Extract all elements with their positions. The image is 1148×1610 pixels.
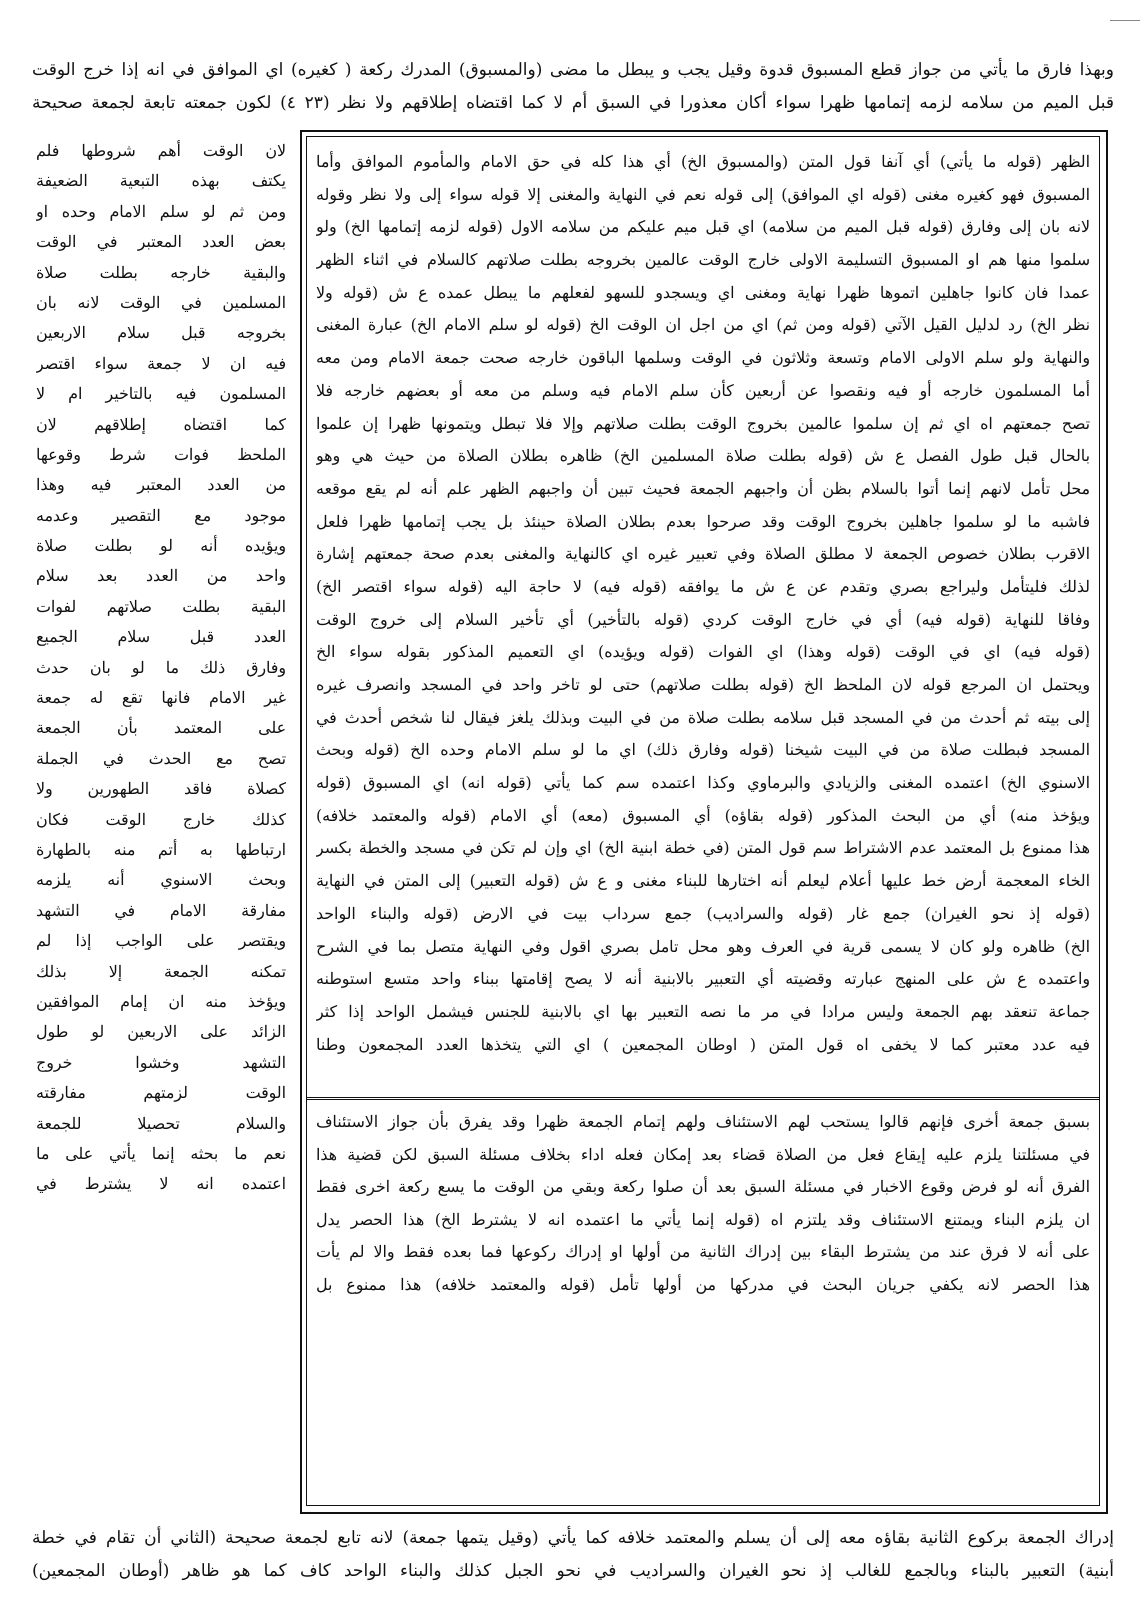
margin-line: بخروجه قبل سلام الاربعين — [36, 323, 286, 343]
margin-line: ويؤخذ منه ان إمام الموافقين — [36, 991, 286, 1011]
commentary-line: ان يلزم البناء ويمتنع الاستئناف وقد يلتزم اه (قوله إنما يأتي ما اعتمده انه لا يشترط الخ) هذا الحصر يدل — [316, 1209, 1090, 1229]
commentary-line: لانه بان إلى وفارق (قوله قبل الميم من سلامه) اي قبل ميم عليكم من سلامه الاول (قوله لزمه إتمامها الخ) ولو — [316, 217, 1090, 237]
margin-line: كما اقتضاه إطلاقهم لان — [36, 414, 286, 434]
commentary-line: (قوله فيه) اي في الوقت (قوله وهذا) اي الفوات (قوله ويؤيده) اي التعميم المذكور بقوله سواء الخ — [316, 642, 1090, 662]
commentary-line: في مسئلتنا يلزم عليه إيقاع فعل من الصلاة قضاء بعد إمكان فعله اداء بخلاف مسئلة السبق لكن قضية هذا — [316, 1144, 1090, 1164]
margin-line: وفارق ذلك ما لو بان حدث — [36, 657, 286, 677]
margin-line: والسلام تحصيلا للجمعة — [36, 1113, 286, 1133]
margin-line: الزائد على الاربعين لو طول — [36, 1022, 286, 1042]
margin-line: فيه ان لا جمعة سواء اقتصر — [36, 353, 286, 373]
commentary-line: إلى بيته ثم أحدث من في المسجد قبل سلامه بطلت صلاة من في البيت وبذلك يلغز فيقال لنا شخص أحدث في — [316, 707, 1090, 727]
commentary-divider — [306, 1097, 1100, 1100]
margin-line: البقية بطلت صلاتهم لفوات — [36, 596, 286, 616]
commentary-line: فاشبه ما لو سلموا جاهلين بخروج الوقت وقد صرحوا بعدم بطلان الصلاة حينئذ بل يجب إتمامها ظهرا فلعل — [316, 511, 1090, 531]
commentary-line: نظر الخ) رد لدليل القيل الآتي (قوله ومن ثم) اي من اجل ان الوقت الخ (قوله لو سلم الامام الخ) عبارة المغنى — [316, 315, 1090, 335]
margin-line: وبحث الاسنوي أنه يلزمه — [36, 870, 286, 890]
margin-line: تمكنه الجمعة إلا بذلك — [36, 961, 286, 981]
margin-line: ارتباطها به أتم منه بالطهارة — [36, 839, 286, 859]
margin-line: ويؤيده أنه لو بطلت صلاة — [36, 536, 286, 556]
commentary-line: وفاقا للنهاية (قوله فيه) أي في خارج الوقت كردي (قوله بالتأخير) أي تأخير السلام إلى خروج الوقت — [316, 609, 1090, 629]
margin-line: بعض العدد المعتبر في الوقت — [36, 232, 286, 252]
commentary-line: تصح جمعتهم اه اي ثم إن سلموا عالمين بخروج الوقت بطلت صلاتهم وإلا فلا تبطل ويتمونها ظهرا إن علموا — [316, 413, 1090, 433]
commentary-line: سلموا منها هم او المسبوق التسليمة الاولى خارج الوقت عالمين بخروجه بطلت صلاتهم كالسلام في اثناء الظهر — [316, 250, 1090, 270]
text-line: قبل الميم من سلامه لزمه إتمامها ظهرا سواء أكان معذورا في السبق أم لا كما اقتضاه إطلاقهم ولا نظر (٢٣ ٤) لكون جمعته تابعة لجمعة صحيحة — [32, 93, 1114, 113]
margin-line: ويقتصر على الواجب إذا لم — [36, 931, 286, 951]
text-line: إدراك الجمعة بركوع الثانية بقاؤه معه إلى أن يسلم والمعتمد خلافه كما يأتي (وقيل يتمها جمعة) لانه تابع لجمعة صحيحة (الثاني أن تقام في خطة — [32, 1528, 1114, 1548]
margin-line: تصح مع الحدث في الجملة — [36, 748, 286, 768]
main-text-margin-column — [36, 136, 286, 1200]
margin-line: والبقية خارجه بطلت صلاة — [36, 262, 286, 282]
commentary-line: الظهر (قوله ما يأتي) أي آنفا قول المتن (والمسبوق الخ) أي هذا كله في حق الامام والمأموم الموافق وأما — [316, 152, 1090, 171]
commentary-line: بسبق جمعة أخرى فإنهم قالوا يستحب لهم الاستئناف ولهم إتمام الجمعة ظهرا وقد يفرق بأن جواز الاستئناف — [316, 1112, 1090, 1131]
margin-line: ومن ثم لو سلم الامام وحده او — [36, 201, 286, 221]
margin-line: واحد من العدد بعد سلام — [36, 566, 286, 586]
margin-line: من العدد المعتبر فيه وهذا — [36, 475, 286, 495]
commentary-line: والنهاية ولو سلم الاولى الامام وتسعة وثلاثون في الوقت وسلمها الباقون خارجه صحت جمعة الامام ومن معه — [316, 348, 1090, 368]
commentary-line: الاسنوي الخ) اعتمده المغنى والزيادي والبرماوي وكذا اعتمده سم كما يأتي (قوله انه) اي المسبوق (قوله — [316, 773, 1090, 793]
commentary-line: واعتمده ع ش على المنهج عبارته وقضيته أي التعبير بالابنية أنه لا يصح إقامتها ببناء واحد متسع استوطنه — [316, 969, 1090, 989]
margin-line: على المعتمد بأن الجمعة — [36, 718, 286, 738]
margin-line: موجود مع التقصير وعدمه — [36, 505, 286, 525]
margin-line: الملحظ فوات شرط وقوعها — [36, 444, 286, 464]
text-line: وبهذا فارق ما يأتي من جواز قطع المسبوق قدوة وقيل يجب و يبطل ما مضى (والمسبوق) المدرك ركعة ( كغيره) اي الموافق في انه إذا خرج الوقت — [32, 60, 1114, 80]
commentary-line: ويحتمل ان المرجع قوله لان الملحظ الخ (قوله بطلت صلاتهم) حتى لو تاخر واحد في المسجد وانصرف غيره — [316, 675, 1090, 694]
margin-line: التشهد وخشوا خروج — [36, 1052, 286, 1072]
commentary-lower — [316, 1106, 1090, 1301]
commentary-line: على أنه لا فرق عند من يشترط البقاء بين إدراك الثانية من أولها او إدراك ركوعها فما بعده فقط والا لم يأت — [316, 1242, 1090, 1261]
margin-line: المسلمين في الوقت لانه بان — [36, 292, 286, 312]
commentary-line: عمدا فان كانوا جاهلين اتموها ظهرا نهاية ومغنى اي ويسجدو للسهو لفعلهم ما يبطل عمده ع ش (قوله ولا — [316, 282, 1090, 302]
margin-line: يكتف بهذه التبعية الضعيفة — [36, 171, 286, 191]
commentary-line: أما المسلمون خارجه أو فيه ونقصوا عن أربعين كأن سلم الامام فيه وسلم من معه أو بعضهم خارجه فلا — [316, 380, 1090, 400]
commentary-line: المسبوق فهو كغيره مغنى (قوله اي الموافق) إلى قوله نعم في النهاية والمغنى إلا قوله سواء إلى ولا نظر وقوله — [316, 184, 1090, 204]
margin-line: اعتمده انه لا يشترط في — [36, 1174, 286, 1194]
margin-line: الوقت لزمتهم مفارقته — [36, 1083, 286, 1103]
commentary-line: بالحال قبل طول الفصل ع ش (قوله بطلت صلاة المسلمين الخ) ظاهره بطلان الصلاة من حيث هي وهو — [316, 446, 1090, 466]
margin-line: نعم ما بحثه إنما يأتي على ما — [36, 1143, 286, 1163]
commentary-line: هذا ممنوع بل المعتمد عدم الاشتراط سم قول المتن (في خطة ابنية الخ) اي وإن لم تكن في مسجد والخطة بكسر — [316, 838, 1090, 858]
corner-mark — [1110, 20, 1140, 21]
commentary-line: محل تأمل لانهم إنما أتوا بالسلام بظن أن واجبهم الجمعة فحيث تبين أن واجبهم الظهر علم أنه لم يقع موقعه — [316, 478, 1090, 498]
commentary-line: الخاء المعجمة أرض خط عليها أعلام ليعلم أنه اختارها للبناء مغنى و ع ش (قوله التعبير) إلى المتن في النهاية — [316, 871, 1090, 891]
margin-line: مفارقة الامام في التشهد — [36, 900, 286, 920]
margin-line: العدد قبل سلام الجميع — [36, 627, 286, 647]
commentary-line: الاقرب بطلان خصوص الجمعة لا مطلق الصلاة وفي تعبير غيره اي كالنهاية والمغنى بعدم صحة جمعتهم إشارة — [316, 544, 1090, 564]
margin-line: كصلاة فاقد الطهورين ولا — [36, 779, 286, 799]
margin-line: المسلمون فيه بالتاخير ام لا — [36, 384, 286, 404]
commentary-upper — [316, 146, 1090, 1061]
margin-line: غير الامام فانها تقع له جمعة — [36, 688, 286, 708]
commentary-line: الخ) ظاهره ولو كان لا يسمى قرية في العرف وهو محل تامل بصري اقول وفي النهاية متصل بما في الشرح — [316, 936, 1090, 956]
commentary-line: لذلك فليتأمل وليراجع بصري وتقدم عن ع ش ما يوافقه (قوله فيه) لا حاجة اليه (قوله سواء اقتصر الخ) — [316, 576, 1090, 596]
commentary-line: هذا الحصر لانه يكفي جريان البحث في مدركها من أولها تأمل (قوله والمعتمد خلافه) هذا ممنوع بل — [316, 1274, 1090, 1294]
main-text-bottom — [32, 1522, 1114, 1588]
commentary-line: (قوله إذ نحو الغيران) جمع غار (قوله والسراديب) جمع سرداب بيت في الارض (قوله والبناء الواحد — [316, 903, 1090, 923]
commentary-line: جماعة تنعقد بهم الجمعة وليس مرادا في مر ما نصه التعبير بها اي بالابنية للجنس فيشمل الواحد إذا كثر — [316, 1001, 1090, 1021]
main-text-top — [32, 54, 1114, 120]
commentary-line: فيه عدد معتبر كما لا يخفى اه قول المتن ( اوطان المجمعين ) اي التي يتخذها العدد المجمعون وطنا — [316, 1034, 1090, 1054]
margin-line: لان الوقت أهم شروطها فلم — [36, 141, 286, 160]
text-line: أبنية) التعبير بالبناء وبالجمع للغالب إذ نحو الغيران والسراديب في نحو الجبل كذلك والبناء الواحد كاف كما هو ظاهر (أوطان المجمعين) — [32, 1561, 1114, 1581]
commentary-line: ويؤخذ منه) أي من البحث المذكور (قوله بقاؤه) أي المسبوق (معه) أي الامام (قوله والمعتمد خلافه) — [316, 805, 1090, 825]
commentary-line: المسجد فبطلت صلاة من في البيت شيخنا (قوله وفارق ذلك) اي ما لو سلم الامام وحده الخ (قوله وبحث — [316, 740, 1090, 760]
margin-line: كذلك خارج الوقت فكان — [36, 809, 286, 829]
commentary-line: الفرق أنه لو فرض وقوع الاخبار في مسئلة السبق بعد أن صلوا ركعة وبقي من الوقت ما يسع ركعة اخرى فقط — [316, 1177, 1090, 1196]
